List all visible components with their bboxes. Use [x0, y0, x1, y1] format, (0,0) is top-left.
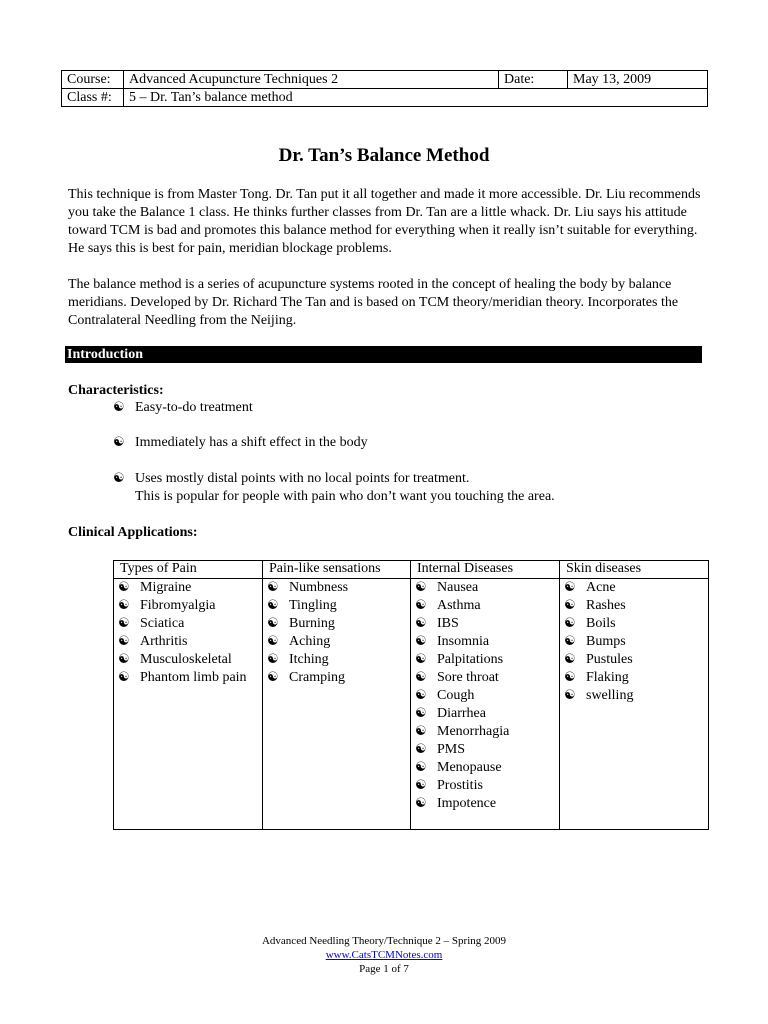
- list-item: [415, 759, 555, 777]
- condition-text: Migraine: [140, 580, 192, 595]
- yin-yang-icon: ☯: [564, 616, 576, 631]
- condition-text: Itching: [289, 652, 329, 667]
- column-header: Skin diseases: [560, 561, 709, 579]
- characteristic-item: [113, 434, 368, 452]
- yin-yang-icon: ☯: [267, 580, 279, 595]
- list-item: [564, 687, 704, 705]
- yin-yang-icon: ☯: [415, 724, 427, 739]
- list-item: [415, 633, 555, 651]
- yin-yang-icon: ☯: [415, 778, 427, 793]
- list-item: [118, 615, 258, 633]
- section-heading-introduction: Introduction: [65, 346, 702, 363]
- yin-yang-icon: ☯: [564, 634, 576, 649]
- course-value: Advanced Acupuncture Techniques 2: [124, 71, 499, 89]
- list-item: [564, 669, 704, 687]
- condition-text: Asthma: [437, 598, 481, 613]
- condition-text: Fibromyalgia: [140, 598, 216, 613]
- column-header: Pain-like sensations: [263, 561, 411, 579]
- yin-yang-icon: ☯: [415, 688, 427, 703]
- list-item: [118, 669, 258, 687]
- characteristic-text-continued: This is popular for people with pain who don’t want you touching the area.: [135, 489, 555, 504]
- course-label: Course:: [62, 71, 124, 89]
- condition-text: IBS: [437, 616, 459, 631]
- condition-text: Boils: [586, 616, 616, 631]
- list-item: [415, 705, 555, 723]
- yin-yang-icon: ☯: [415, 760, 427, 775]
- yin-yang-icon: ☯: [113, 471, 125, 486]
- list-item: [415, 777, 555, 795]
- list-item: [564, 579, 704, 597]
- column-header: Types of Pain: [114, 561, 263, 579]
- yin-yang-icon: ☯: [267, 652, 279, 667]
- condition-text: Insomnia: [437, 634, 490, 649]
- yin-yang-icon: ☯: [564, 580, 576, 595]
- list-item: [118, 597, 258, 615]
- condition-text: Acne: [586, 580, 616, 595]
- condition-text: PMS: [437, 742, 466, 757]
- yin-yang-icon: ☯: [415, 670, 427, 685]
- condition-text: Sciatica: [140, 616, 185, 631]
- characteristic-text: Uses mostly distal points with no local points for treatment.: [135, 471, 470, 486]
- yin-yang-icon: ☯: [415, 634, 427, 649]
- class-row: [62, 89, 708, 107]
- yin-yang-icon: ☯: [118, 652, 130, 667]
- yin-yang-icon: ☯: [564, 652, 576, 667]
- yin-yang-icon: ☯: [267, 616, 279, 631]
- clinical-applications-heading: Clinical Applications:: [68, 525, 198, 540]
- table-cell: [114, 579, 263, 830]
- condition-text: Burning: [289, 616, 335, 631]
- table-cell: [560, 579, 709, 830]
- intro-paragraph-2: The balance method is a series of acupuncture systems rooted in the concept of healing the body by balance meridians. Developed by Dr. Richard The Tan and is based on TCM theory/meridian theory. Incorporates the Contralateral Needling from the Neijing.: [68, 277, 679, 328]
- yin-yang-icon: ☯: [118, 670, 130, 685]
- yin-yang-icon: ☯: [564, 598, 576, 613]
- yin-yang-icon: ☯: [415, 742, 427, 757]
- yin-yang-icon: ☯: [113, 400, 125, 415]
- list-item: [564, 615, 704, 633]
- yin-yang-icon: ☯: [415, 652, 427, 667]
- condition-text: Musculoskeletal: [140, 652, 232, 667]
- footer-page-number: Page 1 of 7: [359, 963, 409, 975]
- characteristic-text: Immediately has a shift effect in the body: [135, 435, 368, 450]
- condition-text: Numbness: [289, 580, 349, 595]
- list-item: [267, 669, 406, 687]
- yin-yang-icon: ☯: [415, 580, 427, 595]
- yin-yang-icon: ☯: [267, 598, 279, 613]
- condition-text: Palpitations: [437, 652, 504, 667]
- yin-yang-icon: ☯: [113, 435, 125, 450]
- condition-text: Diarrhea: [437, 706, 486, 721]
- footer-website-link[interactable]: www.CatsTCMNotes.com: [325, 949, 443, 961]
- yin-yang-icon: ☯: [267, 634, 279, 649]
- clinical-applications-table: [113, 560, 709, 830]
- table-row: [114, 579, 709, 830]
- condition-text: Phantom limb pain: [140, 670, 247, 685]
- footer-course-line: Advanced Needling Theory/Technique 2 – Spring 2009: [261, 935, 507, 947]
- list-item: [415, 597, 555, 615]
- condition-text: Menorrhagia: [437, 724, 510, 739]
- yin-yang-icon: ☯: [118, 616, 130, 631]
- list-item: [118, 651, 258, 669]
- list-item: [267, 597, 406, 615]
- class-value: 5 – Dr. Tan’s balance method: [124, 89, 708, 107]
- date-value: May 13, 2009: [568, 71, 708, 89]
- condition-list: [415, 579, 555, 813]
- condition-list: [564, 579, 704, 705]
- list-item: [415, 669, 555, 687]
- condition-text: Menopause: [437, 760, 502, 775]
- condition-text: Pustules: [586, 652, 633, 667]
- intro-paragraph-1: This technique is from Master Tong. Dr. Tan put it all together and made it more accessible. Dr. Liu recommends you take the Balance 1 class. He thinks further classes from Dr. Tan are a little whack. Dr. Liu says his attitude toward TCM is bad and promotes this balance method for everything when it really isn’t suitable for everything. He says this is best for pain, meridian blockage problems.: [68, 187, 701, 256]
- list-item: [267, 633, 406, 651]
- yin-yang-icon: ☯: [564, 670, 576, 685]
- condition-text: Bumps: [586, 634, 626, 649]
- condition-text: Sore throat: [437, 670, 499, 685]
- condition-text: Cough: [437, 688, 475, 703]
- condition-text: Nausea: [437, 580, 479, 595]
- yin-yang-icon: ☯: [267, 670, 279, 685]
- characteristic-text: Easy-to-do treatment: [135, 400, 253, 415]
- condition-list: [118, 579, 258, 687]
- table-header-row: [114, 561, 709, 579]
- table-cell: [263, 579, 411, 830]
- yin-yang-icon: ☯: [118, 634, 130, 649]
- yin-yang-icon: ☯: [415, 706, 427, 721]
- list-item: [118, 633, 258, 651]
- yin-yang-icon: ☯: [415, 796, 427, 811]
- list-item: [564, 651, 704, 669]
- condition-text: Cramping: [289, 670, 345, 685]
- yin-yang-icon: ☯: [564, 688, 576, 703]
- date-label: Date:: [499, 71, 568, 89]
- class-label: Class #:: [62, 89, 124, 107]
- list-item: [415, 741, 555, 759]
- characteristics-heading: Characteristics:: [68, 383, 164, 398]
- list-item: [415, 651, 555, 669]
- list-item: [267, 651, 406, 669]
- list-item: [267, 579, 406, 597]
- condition-text: Tingling: [289, 598, 337, 613]
- list-item: [564, 633, 704, 651]
- condition-text: Prostitis: [437, 778, 483, 793]
- table-cell: [411, 579, 560, 830]
- condition-text: Arthritis: [140, 634, 188, 649]
- condition-text: Flaking: [586, 670, 629, 685]
- list-item: [267, 615, 406, 633]
- yin-yang-icon: ☯: [415, 598, 427, 613]
- yin-yang-icon: ☯: [415, 616, 427, 631]
- yin-yang-icon: ☯: [118, 580, 130, 595]
- course-row: [62, 71, 708, 89]
- list-item: [415, 687, 555, 705]
- list-item: [415, 579, 555, 597]
- condition-text: Aching: [289, 634, 331, 649]
- list-item: [564, 597, 704, 615]
- condition-text: Impotence: [437, 796, 497, 811]
- condition-text: swelling: [586, 688, 634, 703]
- yin-yang-icon: ☯: [118, 598, 130, 613]
- list-item: [118, 579, 258, 597]
- list-item: [415, 795, 555, 813]
- list-item: [415, 615, 555, 633]
- characteristic-item: [113, 470, 555, 504]
- list-item: [415, 723, 555, 741]
- column-header: Internal Diseases: [411, 561, 560, 579]
- page-title: Dr. Tan’s Balance Method: [278, 145, 490, 166]
- characteristic-item: [113, 399, 253, 417]
- course-header-table: [61, 70, 708, 107]
- condition-text: Rashes: [586, 598, 626, 613]
- condition-list: [267, 579, 406, 687]
